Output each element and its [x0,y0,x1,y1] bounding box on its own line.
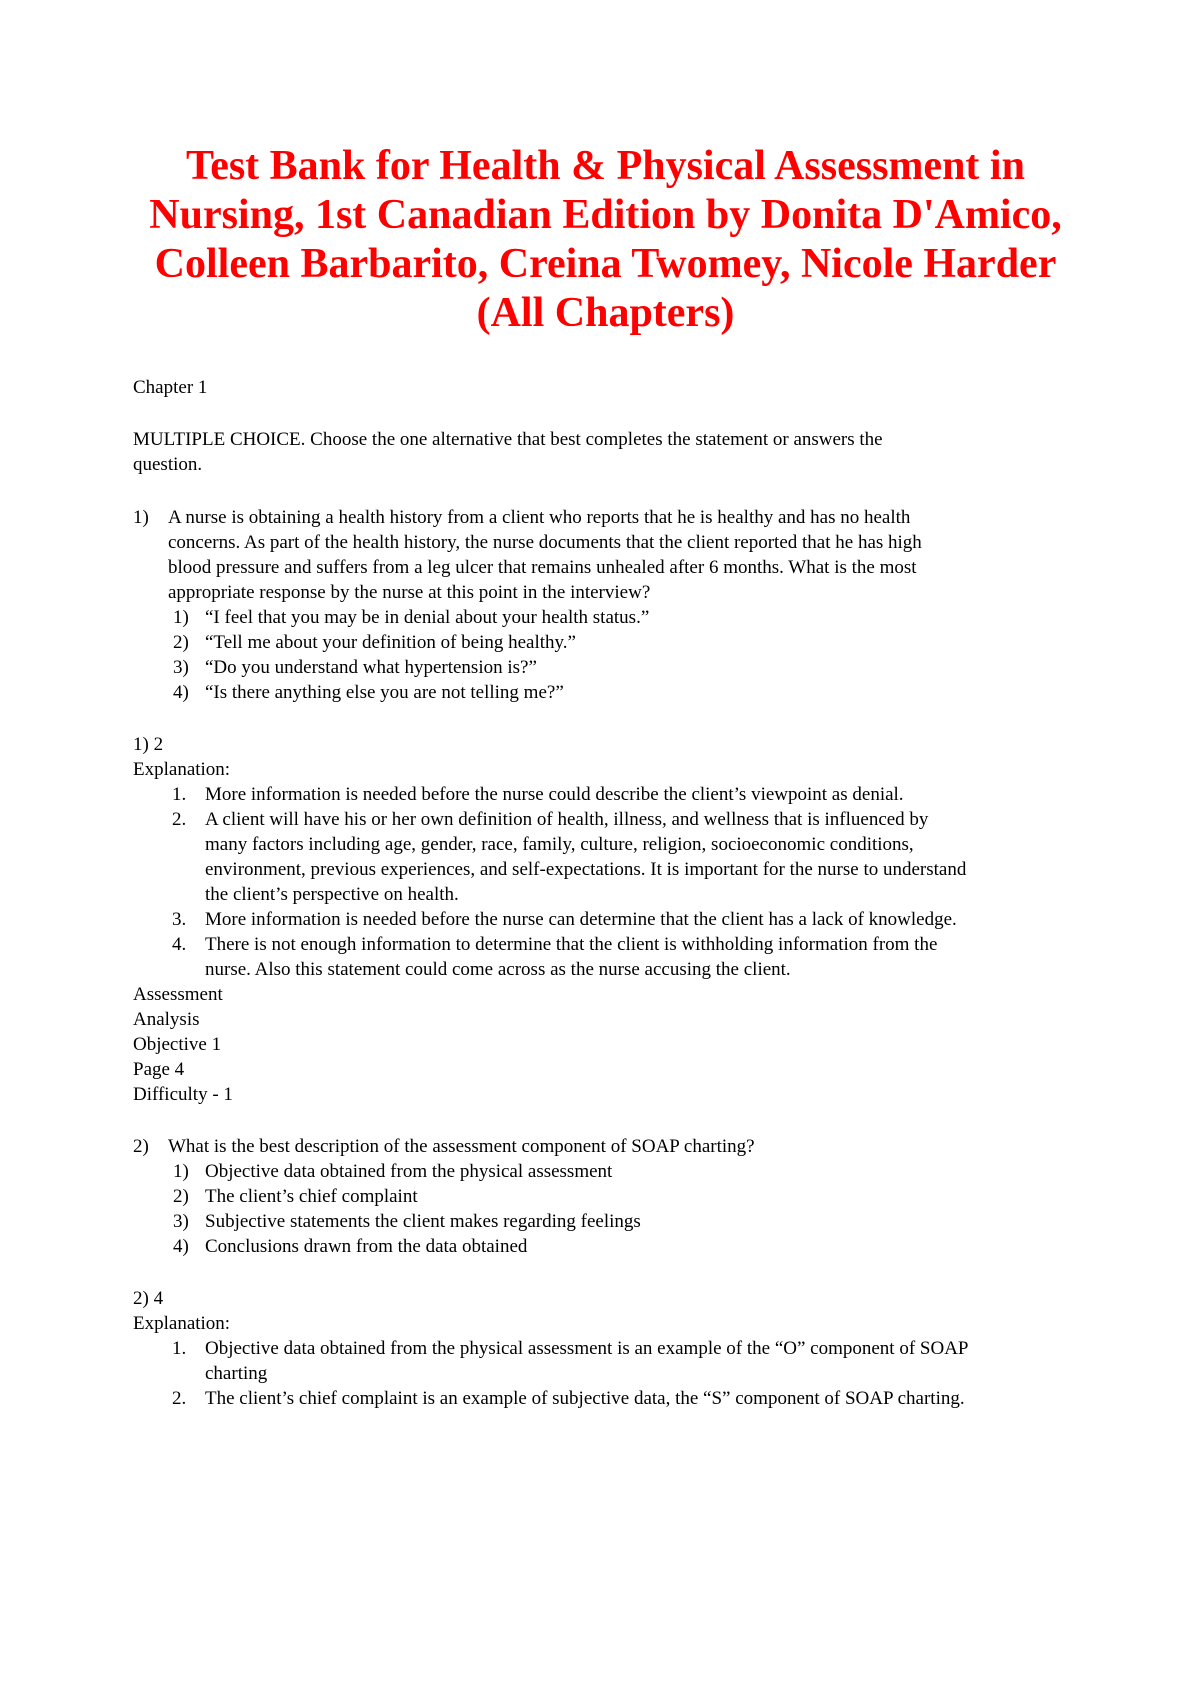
explanation-line: environment, previous experiences, and self-expectations. It is important for the nurse to understand [205,859,967,880]
explanation-line: nurse. Also this statement could come across as the nurse accusing the client. [205,959,791,980]
document-title [120,142,1091,338]
question-stem-line: concerns. As part of the health history, the nurse documents that the client reported that he has high [168,532,922,553]
question-stem-line: appropriate response by the nurse at this point in the interview? [168,582,651,603]
explanation-number: 3. [172,909,187,930]
option-text: “Do you understand what hypertension is?” [205,657,537,678]
explanation-number: 1. [172,784,187,805]
answer-key: 2) 4 [133,1288,164,1309]
question-stem-line: What is the best description of the assessment component of SOAP charting? [168,1136,755,1157]
question-stem-line: A nurse is obtaining a health history from a client who reports that he is healthy and has no health [168,507,911,528]
option-number: 1) [173,1161,189,1182]
title-line: Test Bank for Health & Physical Assessment in [186,143,1025,189]
option-number: 4) [173,1236,189,1257]
option-number: 2) [173,632,189,653]
meta-difficulty: Difficulty - 1 [133,1084,233,1105]
explanation-line: More information is needed before the nurse could describe the client’s viewpoint as denial. [205,784,904,805]
option-number: 1) [173,607,189,628]
option-text: The client’s chief complaint [205,1186,418,1207]
explanation-line: The client’s chief complaint is an example of subjective data, the “S” component of SOAP charting. [205,1388,965,1409]
meta-page: Page 4 [133,1059,185,1080]
option-text: Subjective statements the client makes regarding feelings [205,1211,641,1232]
meta-objective: Objective 1 [133,1034,222,1055]
option-number: 2) [173,1186,189,1207]
question-number: 1) [133,507,149,528]
meta-topic: Assessment [133,984,223,1005]
explanation-line: More information is needed before the nurse can determine that the client has a lack of knowledge. [205,909,957,930]
instructions-line: question. [133,454,203,475]
option-text: Conclusions drawn from the data obtained [205,1236,528,1257]
option-text: Objective data obtained from the physical assessment [205,1161,613,1182]
explanation-line: charting [205,1363,268,1384]
question-stem-line: blood pressure and suffers from a leg ulcer that remains unhealed after 6 months. What is the most [168,557,917,578]
explanation-line: many factors including age, gender, race, family, culture, religion, socioeconomic conditions, [205,834,914,855]
explanation-number: 4. [172,934,187,955]
explanation-number: 2. [172,1388,187,1409]
chapter-heading: Chapter 1 [133,377,208,398]
title-line: (All Chapters) [476,290,735,336]
explanation-line: the client’s perspective on health. [205,884,459,905]
title-line: Nursing, 1st Canadian Edition by Donita D'Amico, [149,192,1062,238]
option-text: “Is there anything else you are not telling me?” [205,682,564,703]
title-line: Colleen Barbarito, Creina Twomey, Nicole Harder [154,241,1057,287]
explanation-number: 2. [172,809,187,830]
option-number: 4) [173,682,189,703]
explanation-label: Explanation: [133,1313,231,1334]
option-number: 3) [173,657,189,678]
answer-key: 1) 2 [133,734,164,755]
meta-cognitive-level: Analysis [133,1009,200,1030]
option-text: “I feel that you may be in denial about your health status.” [205,607,650,628]
explanation-line: There is not enough information to determine that the client is withholding information from the [205,934,938,955]
instructions-line: MULTIPLE CHOICE. Choose the one alternative that best completes the statement or answers the [133,429,883,450]
question-number: 2) [133,1136,149,1157]
explanation-label: Explanation: [133,759,231,780]
explanation-number: 1. [172,1338,187,1359]
explanation-line: A client will have his or her own definition of health, illness, and wellness that is influenced by [205,809,929,830]
option-text: “Tell me about your definition of being healthy.” [205,632,576,653]
option-number: 3) [173,1211,189,1232]
explanation-line: Objective data obtained from the physical assessment is an example of the “O” component of SOAP [205,1338,969,1359]
